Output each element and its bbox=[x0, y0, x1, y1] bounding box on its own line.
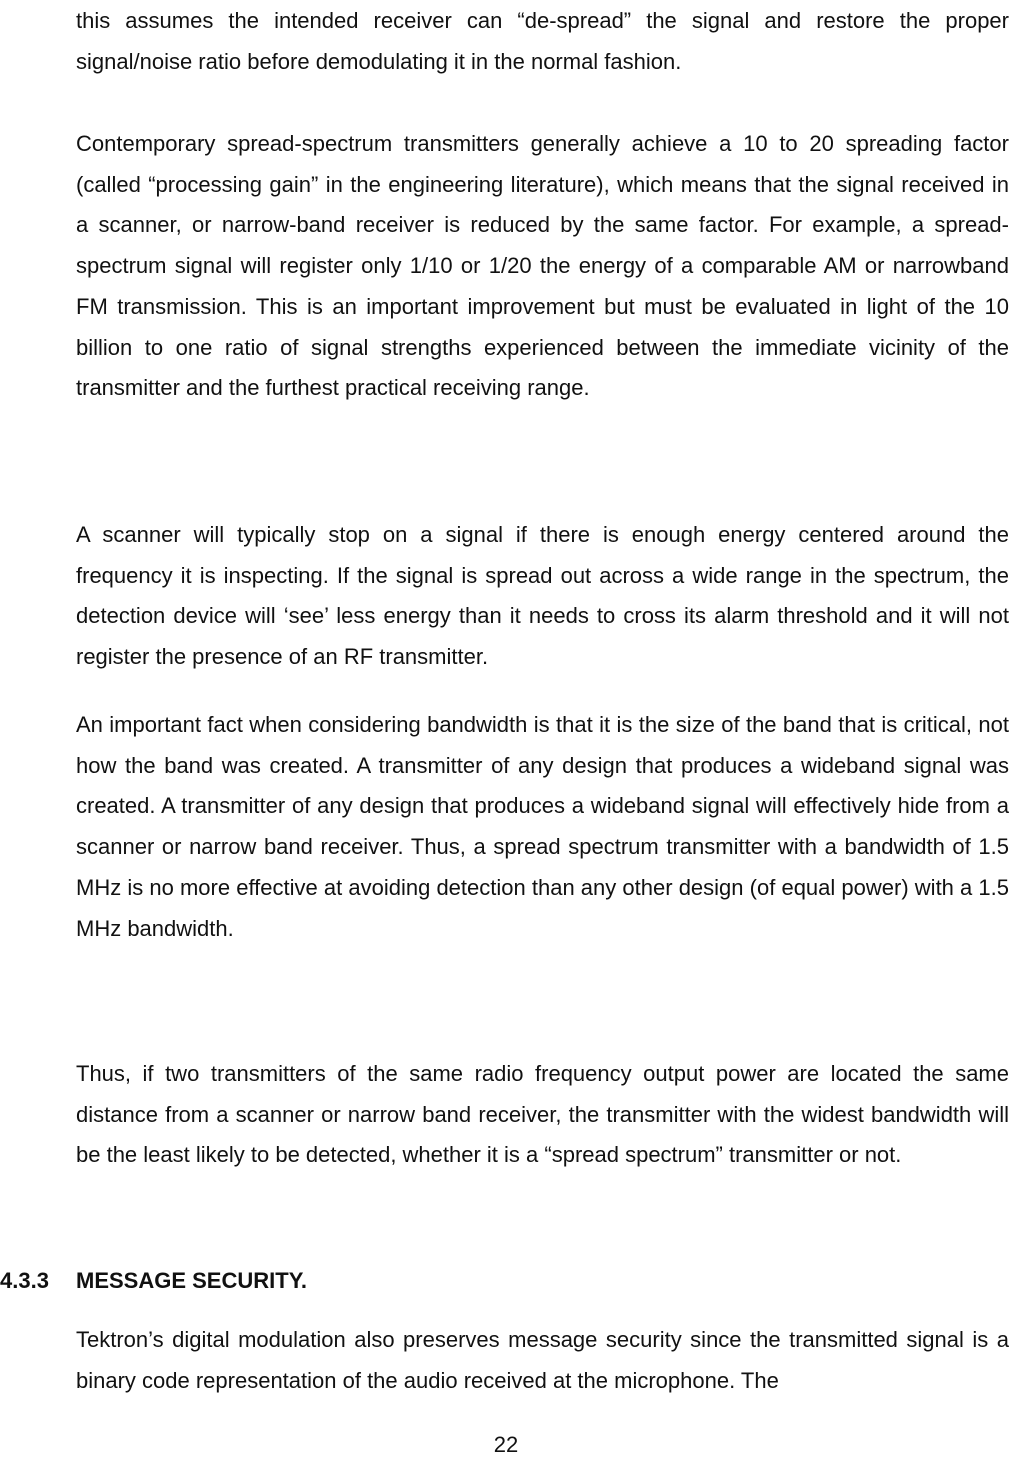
section-title: MESSAGE SECURITY. bbox=[76, 1268, 308, 1293]
page-number: 22 bbox=[493, 1432, 519, 1457]
paragraph-despread-continuation: this assumes the intended receiver can “de-spread” the signal and restore the proper signal/noise ratio before demodulating it in the normal fashion. bbox=[76, 8, 1009, 74]
paragraph-processing-gain: Contemporary spread-spectrum transmitters generally achieve a 10 to 20 spreading factor (called “processing gain” in the engineering literature), which means that the signal received in a scanner, or narrow-band receiver is reduced by the same factor. For example, a spread-spectrum signal will register only 1/10 or 1/20 the energy of a comparable AM or narrowband FM transmission. This is an important improvement but must be evaluated in light of the 10 billion to one ratio of signal strengths experienced between the immediate vicinity of the transmitter and the furthest practical receiving range. bbox=[76, 131, 1009, 401]
paragraph-message-security: Tektron’s digital modulation also preserves message security since the transmitted signal is a binary code representation of the audio received at the microphone. The bbox=[76, 1327, 1009, 1393]
paragraph-scanner-detection: A scanner will typically stop on a signal if there is enough energy centered around the frequency it is inspecting. If the signal is spread out across a wide range in the spectrum, the detection device will ‘see’ less energy than it needs to cross its alarm threshold and it will not register the presence of an RF transmitter. bbox=[76, 522, 1009, 670]
section-heading bbox=[0, 1264, 1012, 1298]
section-number: 4.3.3 bbox=[0, 1268, 49, 1293]
paragraph-bandwidth-fact: An important fact when considering bandwidth is that it is the size of the band that is critical, not how the band was created. A transmitter of any design that produces a wideband signal was created. A transmitter of any design that produces a wideband signal will effectively hide from a scanner or narrow band receiver. Thus, a spread spectrum transmitter with a bandwidth of 1.5 MHz is no more effective at avoiding detection than any other design (of equal power) with a 1.5 MHz bandwidth. bbox=[76, 712, 1009, 941]
paragraph-widest-bandwidth: Thus, if two transmitters of the same radio frequency output power are located the same distance from a scanner or narrow band receiver, the transmitter with the widest bandwidth will be the least likely to be detected, whether it is a “spread spectrum” transmitter or not. bbox=[76, 1061, 1009, 1168]
